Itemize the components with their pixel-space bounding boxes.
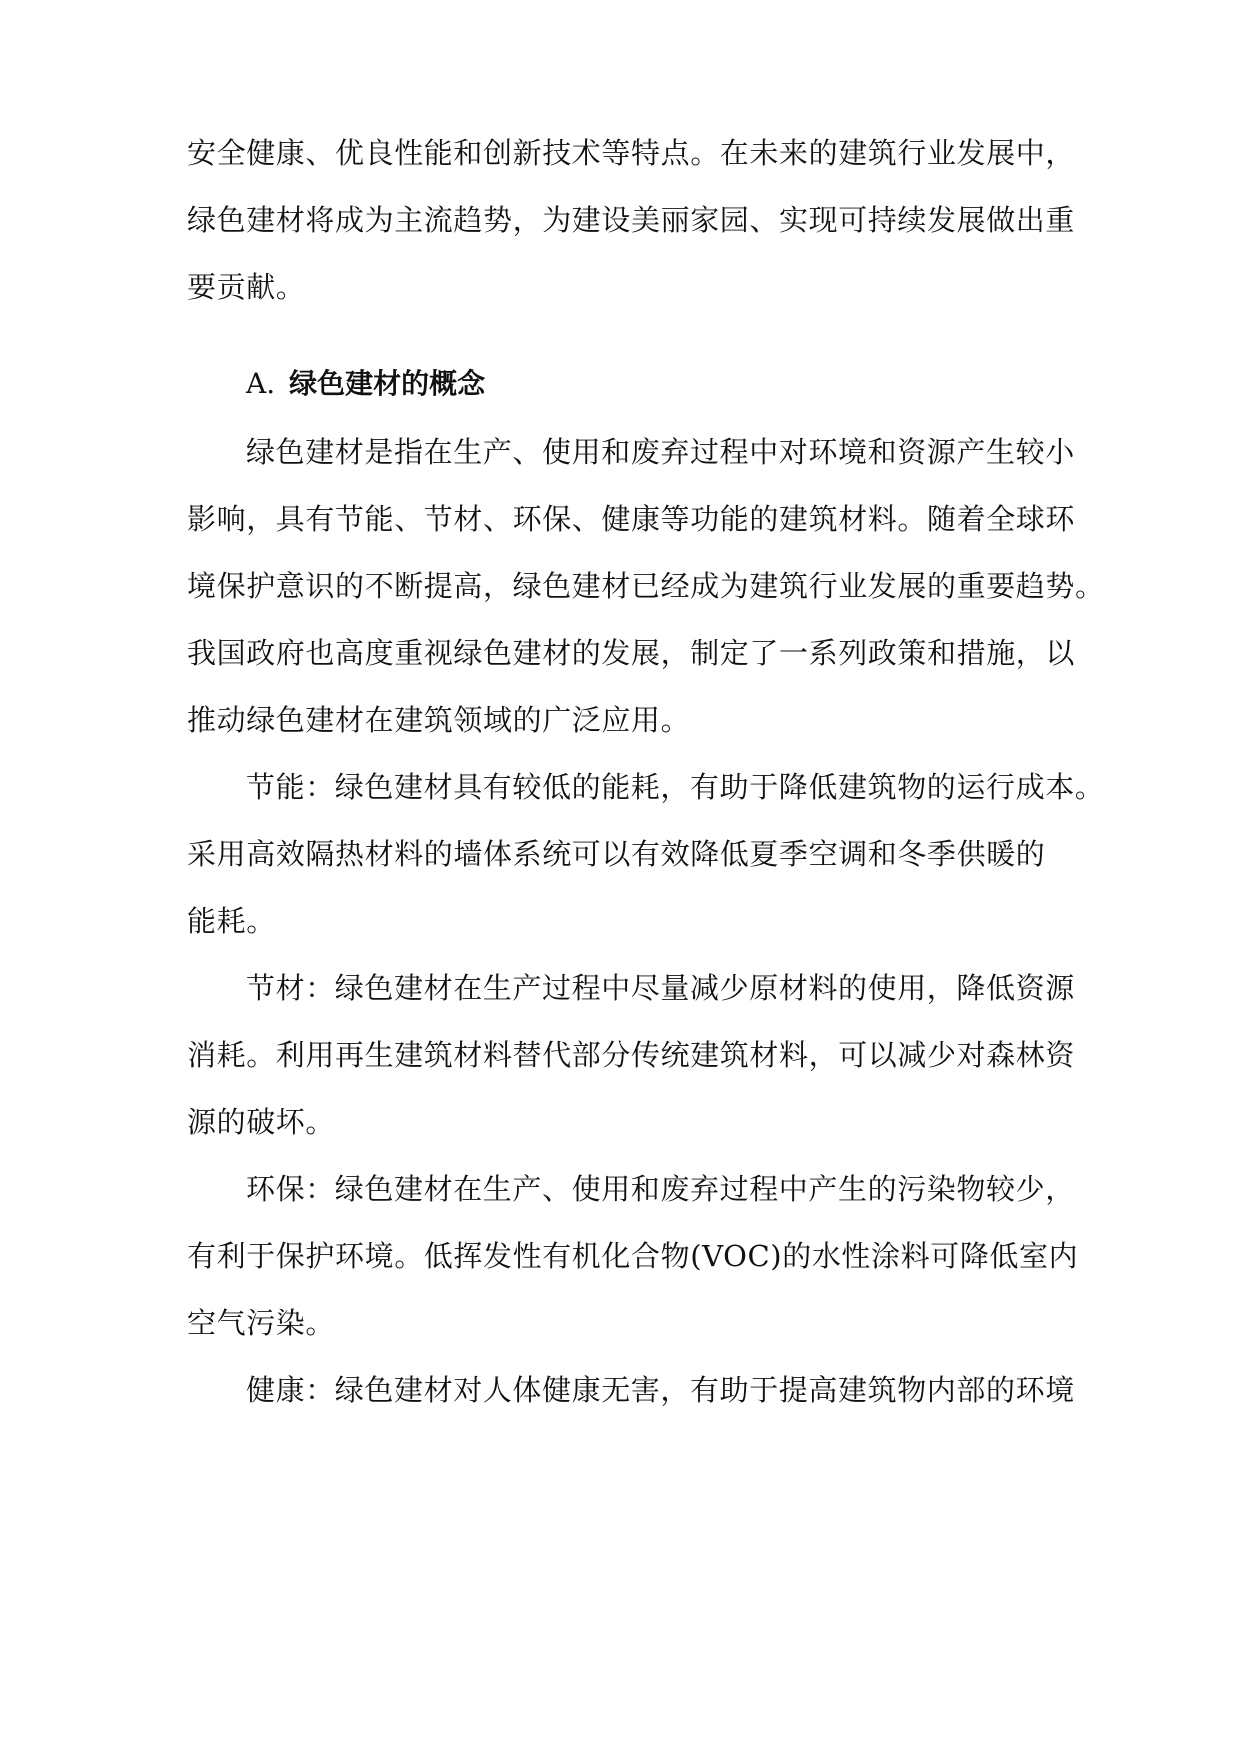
intro-line-2: 绿色建材将成为主流趋势，为建设美丽家园、实现可持续发展做出重	[187, 203, 1076, 237]
environment-line-2: 有利于保护环境。低挥发性有机化合物(VOC)的水性涂料可降低室内	[187, 1239, 1079, 1273]
environment-line-1: 环保：绿色建材在生产、使用和废弃过程中产生的污染物较少，	[246, 1172, 1075, 1206]
definition-line-2: 影响，具有节能、节材、环保、健康等功能的建筑材料。随着全球环	[187, 502, 1076, 536]
section-heading	[246, 364, 485, 404]
energy-line-1: 节能：绿色建材具有较低的能耗，有助于降低建筑物的运行成本。	[246, 770, 1105, 804]
material-line-1: 节材：绿色建材在生产过程中尽量减少原材料的使用，降低资源	[246, 971, 1075, 1005]
definition-line-3: 境保护意识的不断提高，绿色建材已经成为建筑行业发展的重要趋势。	[187, 569, 1105, 603]
health-line-1: 健康：绿色建材对人体健康无害，有助于提高建筑物内部的环境	[246, 1373, 1075, 1407]
intro-line-3: 要贡献。	[187, 270, 306, 304]
definition-line-4: 我国政府也高度重视绿色建材的发展，制定了一系列政策和措施，以	[187, 636, 1076, 670]
energy-line-2: 采用高效隔热材料的墙体系统可以有效降低夏季空调和冬季供暖的	[187, 837, 1046, 871]
energy-line-3: 能耗。	[187, 904, 276, 938]
intro-line-1: 安全健康、优良性能和创新技术等特点。在未来的建筑行业发展中，	[187, 136, 1076, 170]
environment-line-3: 空气污染。	[187, 1306, 336, 1340]
section-marker: A.	[246, 367, 276, 400]
definition-line-1: 绿色建材是指在生产、使用和废弃过程中对环境和资源产生较小	[246, 435, 1075, 469]
material-line-3: 源的破坏。	[187, 1105, 336, 1139]
section-title: 绿色建材的概念	[289, 367, 486, 400]
definition-line-5: 推动绿色建材在建筑领域的广泛应用。	[187, 703, 691, 737]
material-line-2: 消耗。利用再生建筑材料替代部分传统建筑材料，可以减少对森林资	[187, 1038, 1076, 1072]
